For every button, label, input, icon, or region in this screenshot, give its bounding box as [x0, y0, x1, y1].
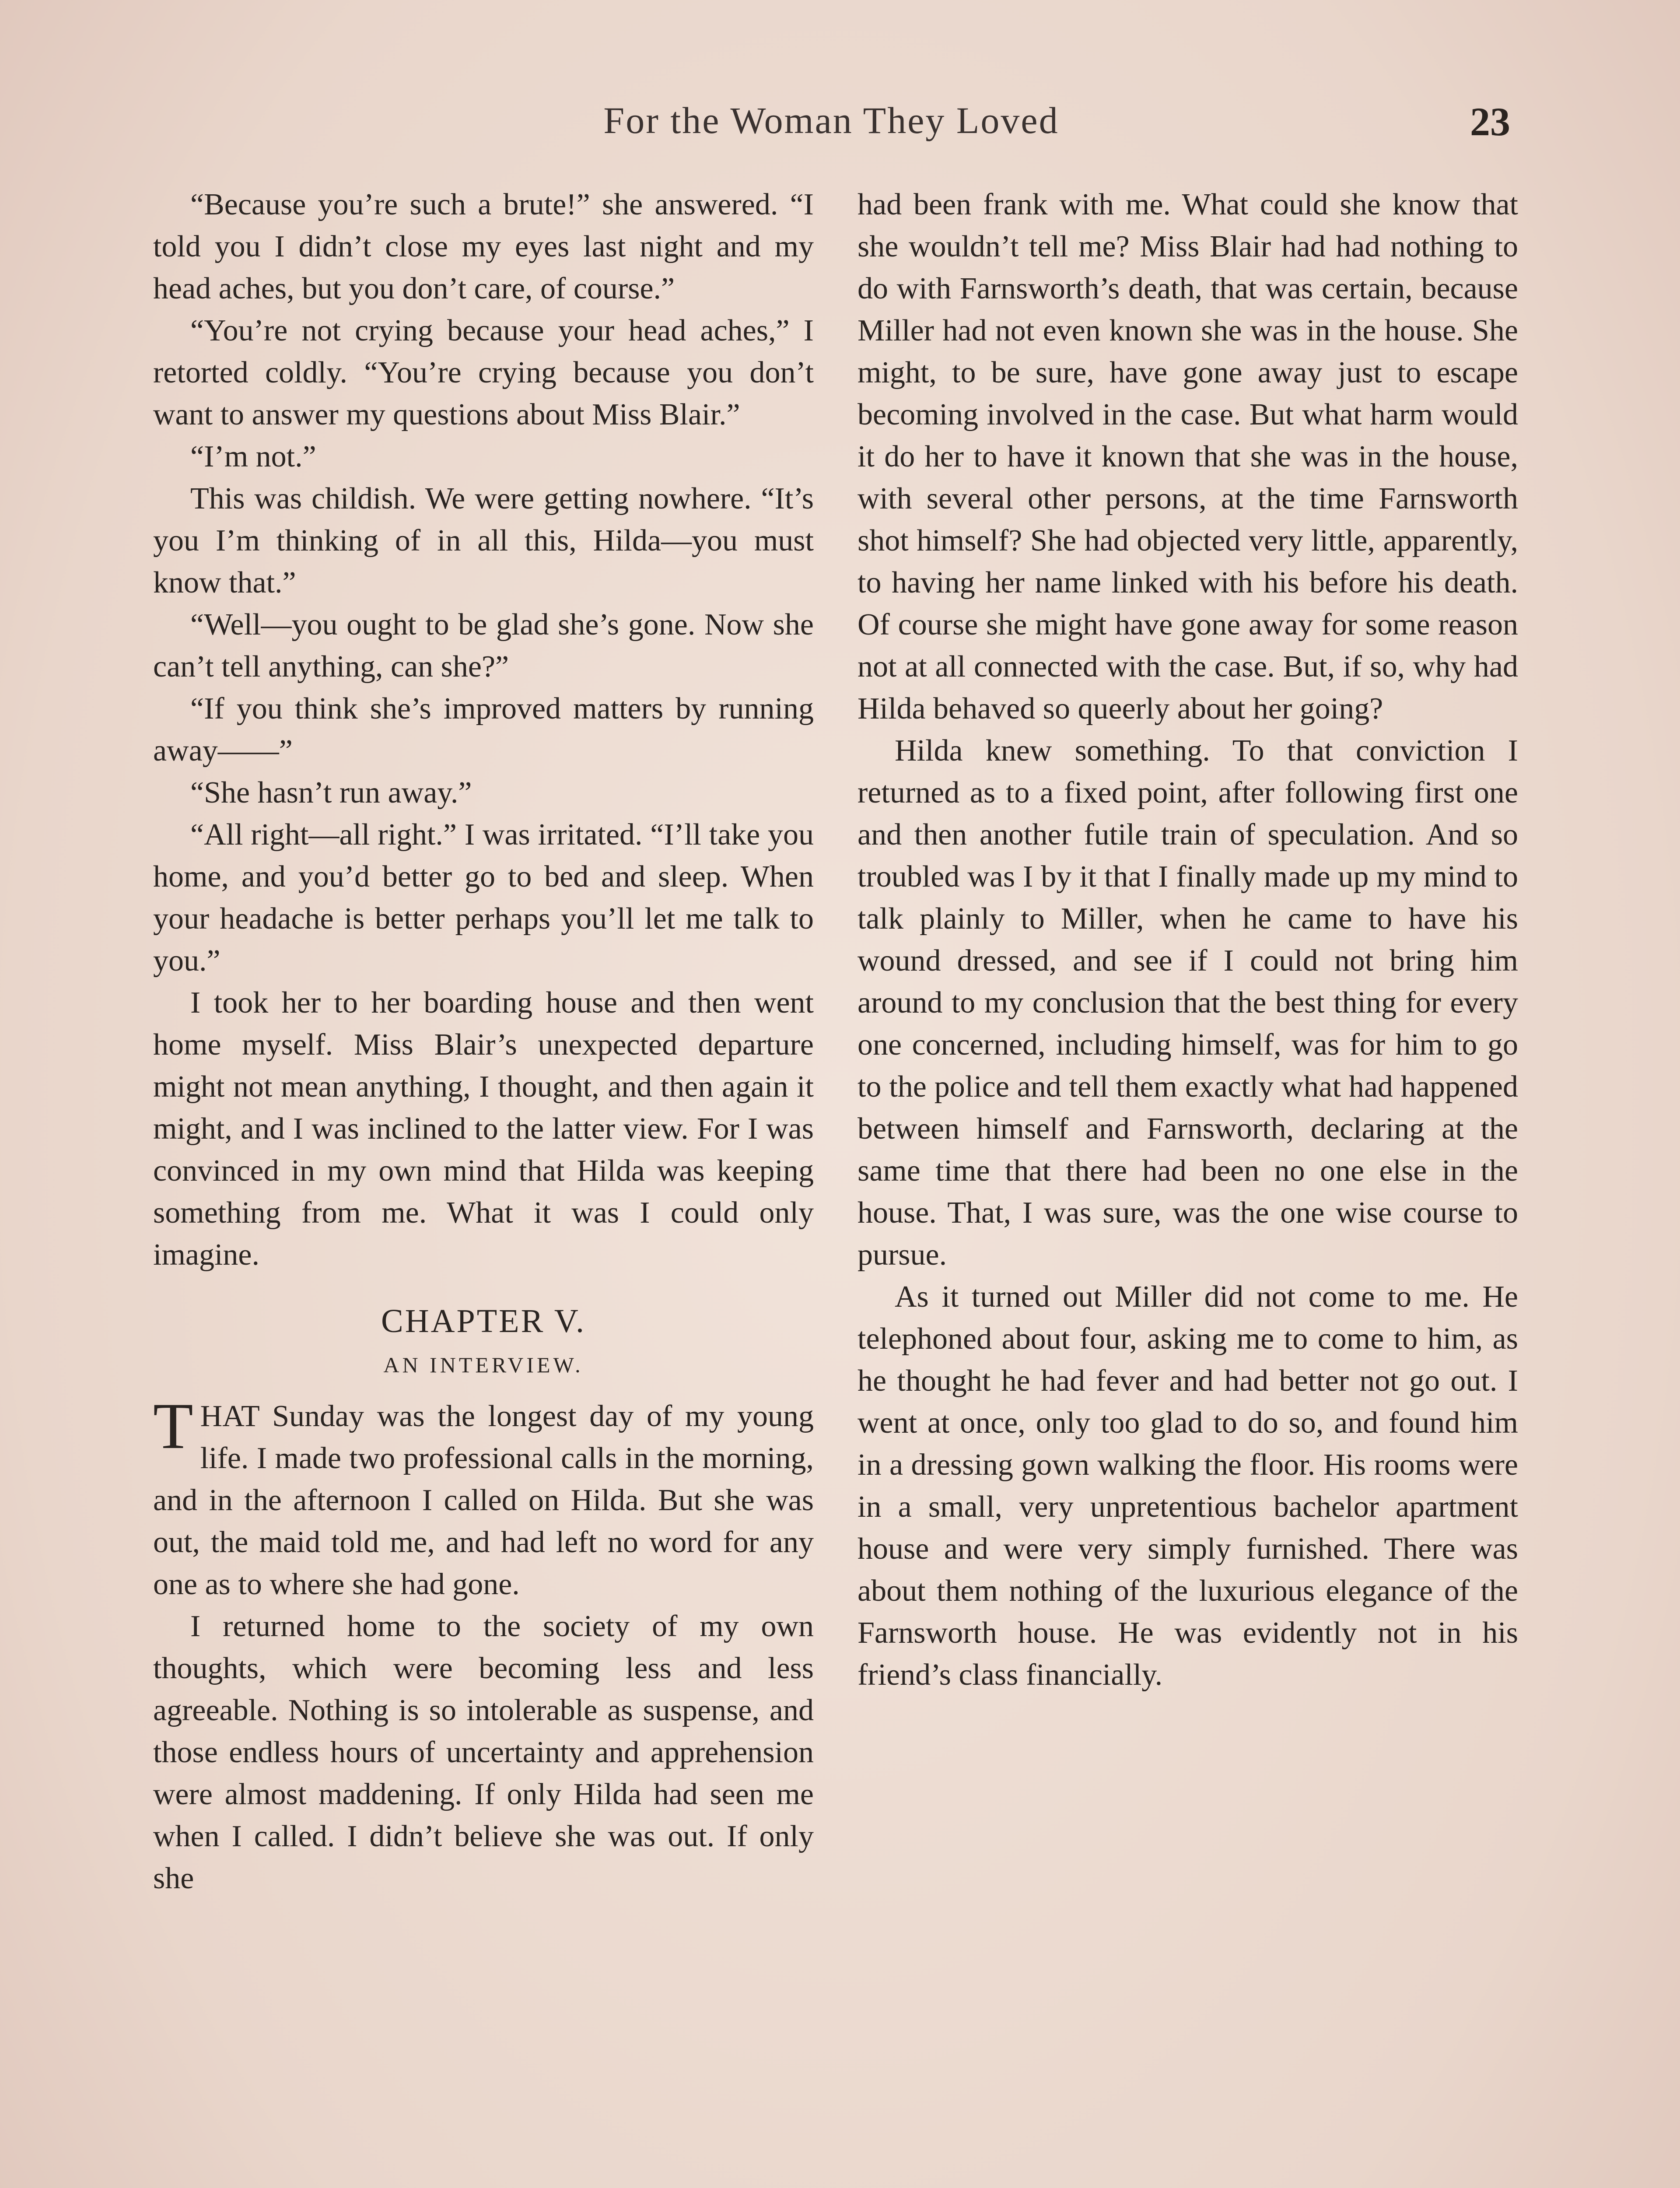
paragraph: had been frank with me. What could she know that she wouldn’t tell me? Miss Blair had had nothing to do with Farnsworth’s death, that was certain, because Miller had not even known she was in the house. She might, to be sure, have gone away just to escape becoming involved in the case. But what harm would it do her to have it known that she was in the house, with several other persons, at the time Farnsworth shot himself? She had objected very little, apparently, to having her name linked with his before his death. Of course she might have gone away for some reason not at all connected with the case. But, if so, why had Hilda behaved so queerly about her going?	[858, 188, 1518, 726]
paragraph-text: HAT Sunday was the longest day of my young life. I made two professional calls in the morning, and in the afternoon I called on Hilda. But she was out, the maid told me, and had left no word for any one as to where she had gone.	[153, 1399, 814, 1601]
left-column	[153, 184, 814, 1900]
paragraph: “If you think she’s improved matters by running away——”	[153, 692, 814, 768]
chapter-title: CHAPTER V.	[381, 1303, 586, 1339]
paragraph: “Because you’re such a brute!” she answered. “I told you I didn’t close my eyes last night and my head aches, but you don’t care, of course.”	[153, 188, 814, 305]
paragraph: “I’m not.”	[190, 440, 316, 473]
running-header	[0, 98, 1680, 155]
paragraph: This was childish. We were getting nowhere. “It’s you I’m thinking of in all this, Hilda—you must know that.”	[153, 482, 814, 600]
paragraph: “All right—all right.” I was irritated. “I’ll take you home, and you’d better go to bed and sleep. When your headache is better perhaps you’ll let me talk to you.”	[153, 818, 814, 978]
paragraph: “You’re not crying because your head aches,” I retorted coldly. “You’re crying because you don’t want to answer my questions about Miss Blair.”	[153, 314, 814, 431]
page-number: 23	[1470, 99, 1510, 144]
paragraph: Hilda knew something. To that conviction I returned as to a fixed point, after following first one and then another futile train of speculation. And so troubled was I by it that I finally made up my mind to talk plainly to Miller, when he came to have his wound dressed, and see if I could not bring him around to my conclusion that the best thing for every one concerned, including himself, was for him to go to the police and tell them exactly what had happened between himself and Farnsworth, declaring at the same time that there had been no one else in the house. That, I was sure, was the one wise course to pursue.	[858, 734, 1518, 1272]
paragraph: As it turned out Miller did not come to me. He telephoned about four, asking me to come to him, as he thought he had fever and had better not go out. I went at once, only too glad to do so, and found him in a dressing gown walking the floor. His rooms were in a small, very unpretentious bachelor apartment house and were very simply furnished. There was about them nothing of the luxurious elegance of the Farnsworth house. He was evidently not in his friend’s class financially.	[858, 1280, 1518, 1692]
right-column	[858, 184, 1518, 1696]
paragraph: I took her to her boarding house and then went home myself. Miss Blair’s unexpected departure might not mean anything, I thought, and then again it might, and I was inclined to the latter view. For I was convinced in my own mind that Hilda was keeping something from me. What it was I could only imagine.	[153, 986, 814, 1272]
running-title: For the Woman They Loved	[603, 99, 1059, 141]
paragraph: “She hasn’t run away.”	[190, 776, 472, 810]
paragraph: “Well—you ought to be glad she’s gone. Now she can’t tell anything, can she?”	[153, 608, 814, 684]
paragraph: I returned home to the society of my own thoughts, which were becoming less and less agreeable. Nothing is so intolerable as suspense, and those endless hours of uncertainty and apprehension were almost maddening. If only Hilda had seen me when I called. I didn’t believe she was out. If only she	[153, 1609, 814, 1895]
chapter-subtitle: AN INTERVIEW.	[383, 1353, 584, 1377]
chapter-opening-paragraph	[153, 1390, 814, 1606]
drop-cap: T	[153, 1390, 193, 1462]
